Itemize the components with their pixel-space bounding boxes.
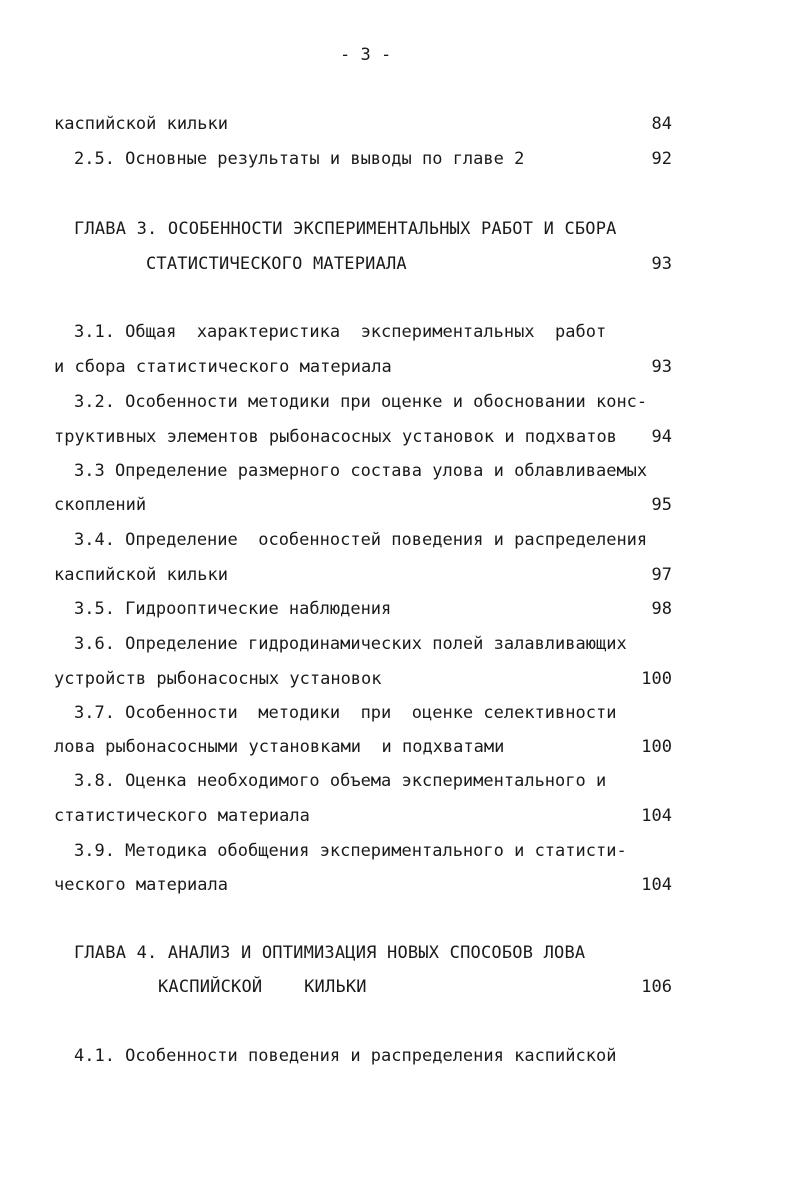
toc-entry-text: ческого материала xyxy=(54,875,228,895)
toc-entry-text: каспийской кильки xyxy=(54,565,228,585)
toc-entry-page: 104 xyxy=(641,806,672,826)
toc-entry-text: 3.9. Методика обобщения экспериментального и статисти- xyxy=(74,841,627,861)
chapter-heading: КАСПИЙСКОЙ КИЛЬКИ xyxy=(158,977,367,997)
chapter-heading: СТАТИСТИЧЕСКОГО МАТЕРИАЛА xyxy=(146,254,407,274)
toc-entry-page: 104 xyxy=(641,875,672,895)
toc-entry-text: лова рыбонасосными установками и подхватами xyxy=(54,737,505,757)
toc-entry-page: 95 xyxy=(651,495,672,515)
chapter-heading: ГЛАВА 4. АНАЛИЗ И ОПТИМИЗАЦИЯ НОВЫХ СПОСОБОВ ЛОВА xyxy=(74,943,586,963)
toc-entry-text: 3.7. Особенности методики при оценке селективности xyxy=(74,703,617,723)
toc-entry-text: 3.3 Определение размерного состава улова и облавливаемых xyxy=(74,461,648,481)
toc-entry-text: 3.2. Особенности методики при оценке и обосновании конс- xyxy=(74,392,648,412)
toc-entry-page: 100 xyxy=(641,669,672,689)
toc-entry-text: 2.5. Основные результаты и выводы по главе 2 xyxy=(74,149,525,169)
toc-entry-page: 106 xyxy=(641,977,672,997)
toc-entry-text: 3.4. Определение особенностей поведения и распределения xyxy=(74,530,648,550)
toc-entry-text: каспийской кильки xyxy=(54,114,228,134)
toc-entry-page: 100 xyxy=(641,737,672,757)
toc-entry-text: скоплений xyxy=(54,495,147,515)
toc-entry-text: 3.6. Определение гидродинамических полей залавливающих xyxy=(74,634,627,654)
chapter-heading: ГЛАВА 3. ОСОБЕННОСТИ ЭКСПЕРИМЕНТАЛЬНЫХ РАБОТ И СБОРА xyxy=(74,219,617,239)
toc-entry-page: 84 xyxy=(651,114,672,134)
toc-entry-text: труктивных элементов рыбонасосных установок и подхватов xyxy=(54,427,617,447)
page-number: - 3 - xyxy=(340,45,392,65)
toc-entry-text: 3.8. Оценка необходимого объема экспериментального и xyxy=(74,771,607,791)
toc-entry-page: 98 xyxy=(651,599,672,619)
toc-entry-text: 3.1. Общая характеристика экспериментальных работ xyxy=(74,322,607,342)
toc-entry-page: 94 xyxy=(651,427,672,447)
toc-entry-page: 97 xyxy=(651,565,672,585)
toc-entry-text: 4.1. Особенности поведения и распределения каспийской xyxy=(74,1046,617,1066)
toc-entry-page: 93 xyxy=(651,254,672,274)
toc-entry-text: и сбора статистического материала xyxy=(54,357,392,377)
toc-entry-text: 3.5. Гидрооптические наблюдения xyxy=(74,599,392,619)
toc-entry-page: 93 xyxy=(651,357,672,377)
toc-entry-page: 92 xyxy=(651,149,672,169)
toc-entry-text: статистического материала xyxy=(54,806,310,826)
toc-entry-text: устройств рыбонасосных установок xyxy=(54,669,382,689)
